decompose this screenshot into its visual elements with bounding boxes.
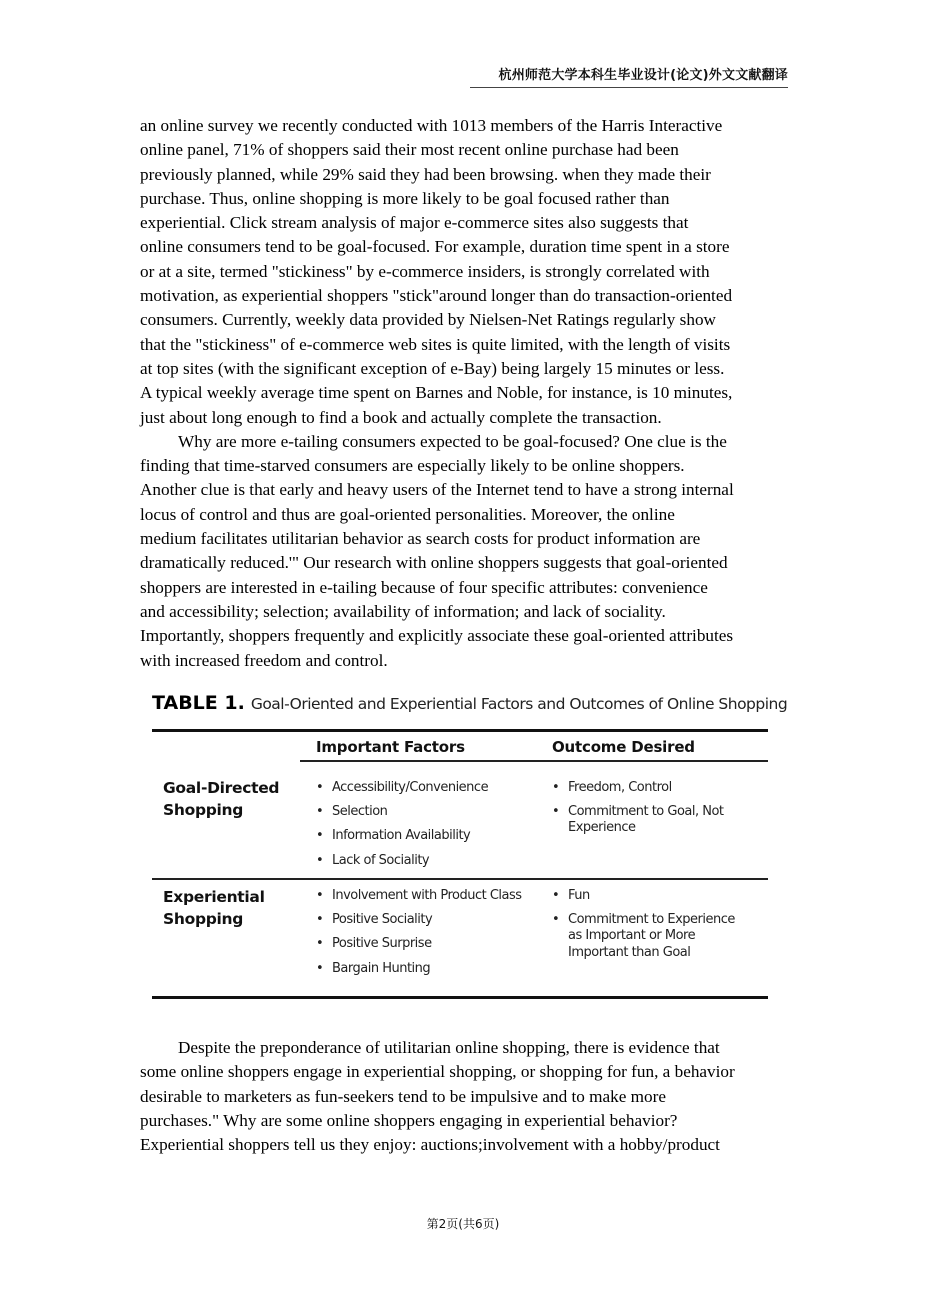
row-label-line: Goal-Directed [163,779,280,797]
column-header-rule [300,760,768,762]
text-line: just about long enough to find a book and actually complete the transaction. [140,407,662,427]
factor-item: • Lack of Sociality [316,853,546,870]
factor-item: • Selection [316,804,546,821]
paragraph-continuation [140,114,790,430]
row-divider [152,878,768,880]
text-line: Despite the preponderance of utilitarian online shopping, there is evidence that [178,1038,720,1057]
text-line: dramatically reduced.'" Our research with online shoppers suggests that goal-oriented [140,553,728,573]
column-header-outcome-desired: Outcome Desired [552,738,695,756]
factor-item: • Positive Sociality [316,912,546,929]
text-line: purchases." Why are some online shoppers engaging in experiential behavior? [140,1110,678,1130]
document-header: 杭州师范大学本科生毕业设计(论文)外文文献翻译 [498,68,788,83]
text-line: experiential. Click stream analysis of major e-commerce sites also suggests that [140,213,689,233]
table-caption-text: Goal-Oriented and Experiential Factors and Outcomes of Online Shopping [250,695,788,713]
text-line: online consumers tend to be goal-focused. For example, duration time spent in a store [140,237,730,257]
table-label: TABLE 1. [152,692,245,714]
text-line: an online survey we recently conducted with 1013 members of the Harris Interactive [140,116,723,135]
outcome-item: • Fun [552,888,752,905]
outcome-item: • Freedom, Control [552,780,752,797]
text-line: that the "stickiness" of e-commerce web sites is quite limited, with the length of visits [140,334,731,354]
body-text-bottom [140,1036,790,1157]
text-line: or at a site, termed "stickiness" by e-commerce insiders, is strongly correlated with [140,261,710,281]
experiential-outcomes-list [552,888,752,968]
factor-item: • Bargain Hunting [316,961,546,978]
factor-item: • Positive Surprise [316,936,546,953]
factor-item: • Involvement with Product Class [316,888,546,905]
row-label-line: Experiential [163,888,265,906]
text-line: Another clue is that early and heavy users of the Internet tend to have a strong internal [140,480,734,500]
factor-item: • Accessibility/Convenience [316,780,546,797]
text-line: Experiential shoppers tell us they enjoy: auctions;involvement with a hobby/product [140,1135,720,1155]
factor-item: • Information Availability [316,828,546,845]
outcome-item: • Commitment to Experience as Important or More Important than Goal [552,912,752,962]
column-header-important-factors: Important Factors [316,738,465,756]
table-caption [152,692,788,714]
goal-directed-outcomes-list [552,780,752,844]
table-1 [152,692,788,976]
text-line: consumers. Currently, weekly data provided by Nielsen-Net Ratings regularly show [140,310,716,330]
text-line: and accessibility; selection; availability of information; and lack of sociality. [140,601,666,621]
text-line: medium facilitates utilitarian behavior as search costs for product information are [140,529,701,549]
outcome-item: • Commitment to Goal, Not Experience [552,804,752,837]
text-line: finding that time-starved consumers are especially likely to be online shoppers. [140,456,685,476]
text-line: motivation, as experiential shoppers "stick"around longer than do transaction-oriented [140,286,733,306]
text-line: online panel, 71% of shoppers said their most recent online purchase had been [140,140,679,160]
text-line: at top sites (with the significant exception of e-Bay) being largely 15 minutes or less. [140,358,725,378]
page-number: 第2页(共6页) [426,1217,500,1231]
row-label-experiential [163,886,265,930]
text-line: desirable to marketers as fun-seekers tend to be impulsive and to make more [140,1086,666,1106]
text-line: previously planned, while 29% said they had been browsing. when they made their [140,164,711,184]
text-line: purchase. Thus, online shopping is more likely to be goal focused rather than [140,188,670,208]
table-top-rule [152,729,768,732]
body-text-top [140,114,790,673]
text-line: Importantly, shoppers frequently and explicitly associate these goal-oriented attributes [140,626,734,646]
paragraph-experiential [140,1036,790,1157]
text-line: shoppers are interested in e-tailing because of four specific attributes: convenience [140,577,708,597]
goal-directed-factors-list [316,780,546,877]
paragraph-goal-focused [140,430,790,673]
text-line: A typical weekly average time spent on Barnes and Noble, for instance, is 10 minutes, [140,383,733,403]
row-label-line: Shopping [163,910,244,928]
row-label-line: Shopping [163,801,244,819]
text-line: locus of control and thus are goal-oriented personalities. Moreover, the online [140,504,675,524]
text-line: with increased freedom and control. [140,650,388,670]
text-line: some online shoppers engage in experiential shopping, or shopping for fun, a behavior [140,1062,735,1082]
text-line: Why are more e-tailing consumers expected to be goal-focused? One clue is the [178,431,727,451]
experiential-factors-list [316,888,546,985]
row-label-goal-directed [163,777,279,821]
header-rule [470,87,788,88]
table-bottom-rule [152,996,768,999]
